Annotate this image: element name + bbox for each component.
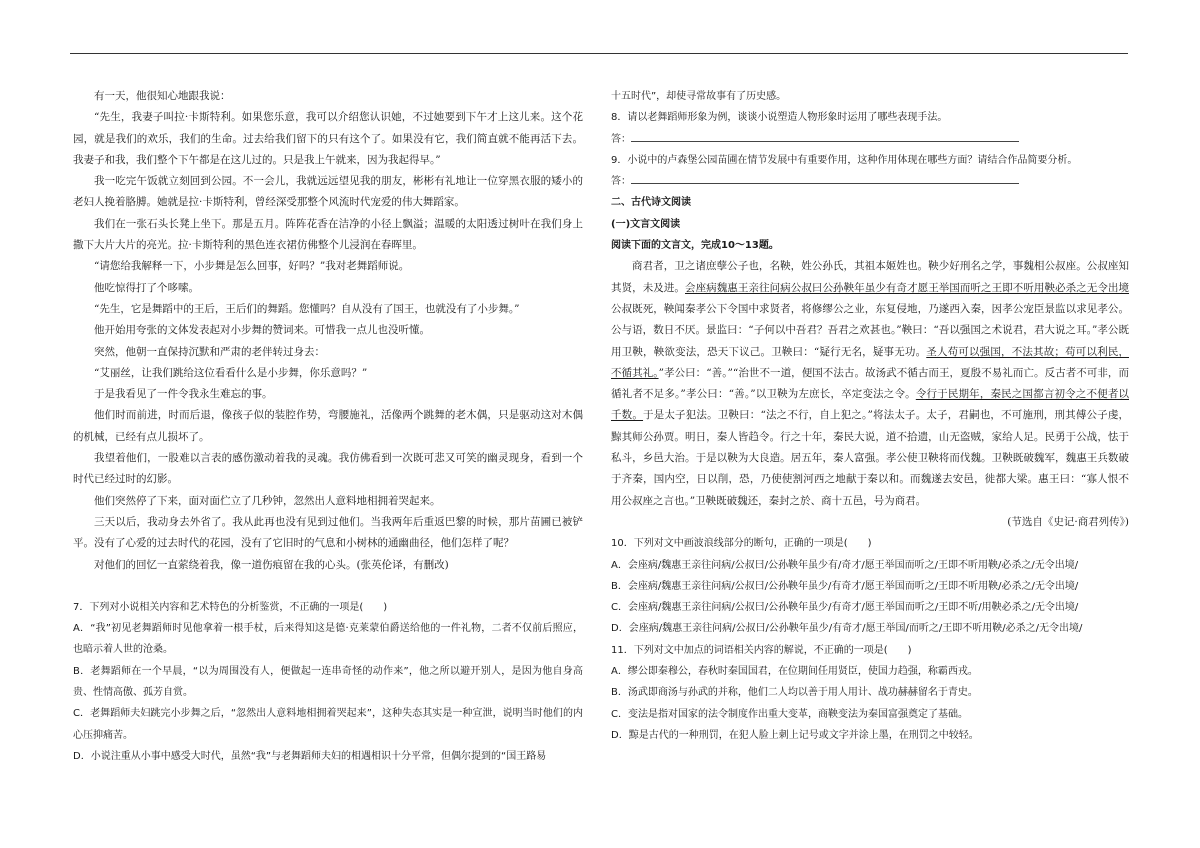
- story-paragraph: 对他们的回忆一直萦绕着我，像一道伤痕留在我的心头。(张英伦译，有删改): [94, 558, 449, 571]
- wavy-underlined-text: 会座病魏惠王亲往问病公叔曰公孙鞅年虽少有奇才愿王举国而听之王即不听用鞅必杀之无令出境: [685, 281, 1130, 294]
- story-paragraph: 三天以后，我动身去外省了。我从此再也没有见到过他们。当我两年后重返巴黎的时候，那片苗圃已被铲平。没有了心爱的过去时代的花园，没有了它旧时的气息和小树林的通幽曲径，他们怎样了呢？: [73, 515, 583, 550]
- question-7-continuation: 十五时代”，却使寻常故事有了历史感。: [611, 91, 787, 102]
- top-rule: [70, 53, 1128, 54]
- story-paragraph: “艾丽丝，让我们跳给这位看看什么是小步舞，你乐意吗？”: [94, 366, 368, 379]
- answer-blank: [631, 173, 1019, 184]
- story-paragraph: “先生，它是舞蹈中的王后，王后们的舞蹈。您懂吗？自从没有了国王，也就没有了小步舞。”: [94, 302, 520, 315]
- question-11-option-c: C．变法是指对国家的法令制度作出重大变革，商鞅变法为秦国富强奠定了基础。: [611, 708, 968, 720]
- question-10-option-c: C．会座病/魏惠王亲往问病/公叔曰/公孙鞅年虽少/有奇才/愿王举国而听之/王即不听/用鞅必杀之/无令出境/: [611, 602, 1079, 614]
- passage-text: 商君者，卫之诸庶孽公子也，名鞅，姓公孙氏，其祖本姬姓也。鞅少好刑名之学，事魏相公叔座。公叔座知其贤，未及进。: [611, 260, 1129, 294]
- question-10-option-b: B．会座病/魏惠王亲往问病/公叔曰/公孙鞅年虽少/有奇才/愿王举国而听之/王即不听用鞅/必杀之/无令出境/: [611, 580, 1079, 592]
- question-11-option-b: B．汤武即商汤与孙武的并称，他们二人均以善于用人用计、战功赫赫留名于青史。: [611, 687, 978, 699]
- passage-source: (节选自《史记·商君列传》): [1007, 515, 1129, 528]
- question-11-option-a: A．缪公即秦穆公，春秋时秦国国君，在位期间任用贤臣，使国力趋强，称霸西戎。: [611, 666, 978, 678]
- right-column: [611, 86, 1129, 746]
- question-7-option-a: A．“我”初见老舞蹈师时见他拿着一根手杖，后来得知这是德·克莱蒙伯爵送给他的一件礼物，二者不仅前后照应，也暗示着人世的沧桑。: [73, 623, 583, 656]
- story-paragraph: 有一天，他很知心地跟我说：: [94, 90, 231, 102]
- story-paragraph: 我们在一张石头长凳上坐下。那是五月。阵阵花香在洁净的小径上飘溢；温暖的太阳透过树叶在我们身上撒下大片大片的亮光。拉·卡斯特利的黑色连衣裙仿佛整个儿浸润在春晖里。: [73, 217, 583, 252]
- story-paragraph: 他吃惊得打了个哆嗦。: [94, 281, 199, 294]
- question-10-stem: 10．下列对文中画波浪线部分的断句，正确的一项是( ): [611, 538, 872, 550]
- question-7-stem: 7．下列对小说相关内容和艺术特色的分析鉴赏，不正确的一项是( ): [73, 601, 388, 613]
- underlined-sentence: 圣人苟可以强国，不法其故；苟可以利民，不循其礼。: [611, 345, 1129, 379]
- story-paragraph: 我望着他们，一股难以言表的感伤激动着我的灵魂。我仿佛看到一次既可悲又可笑的幽灵现身，看到一个时代已经过时的幻影。: [73, 452, 583, 486]
- question-10-option-d: D．会座病/魏惠王亲往问病/公叔曰/公孙鞅年虽少/有奇才/愿王举国/而听之/王即不听用鞅/必杀之/无令出境/: [611, 623, 1083, 635]
- story-paragraph: 他开始用夸张的文体发表起对小步舞的赞词来。可惜我一点儿也没听懂。: [94, 324, 430, 337]
- story-paragraph: 他们突然停了下来，面对面伫立了几秒钟，忽然出人意料地相拥着哭起来。: [94, 494, 441, 507]
- answer-label: 答：: [611, 176, 631, 188]
- story-paragraph: 我一吃完午饭就立刻回到公园。不一会儿，我就远远望见我的朋友，彬彬有礼地让一位穿黑衣服的矮小的老妇人挽着胳膊。她就是拉·卡斯特利，曾经深受那整个风流时代宠爱的伟大舞蹈家。: [73, 175, 583, 209]
- underlined-sentence: 令行于民期年，秦民之国都言初令之不便者以千数。: [611, 388, 1130, 422]
- spacer: [73, 576, 583, 597]
- answer-blank: [631, 131, 1019, 142]
- question-9: 9．小说中的卢森堡公园苗圃在情节发展中有重要作用，这种作用体现在哪些方面？请结合作品简要分析。: [611, 154, 1078, 166]
- story-paragraph: 他们时而前进，时而后退，像孩子似的装腔作势，弯腰施礼，活像两个跳舞的老木偶，只是驱动这对木偶的机械，已经有点儿损坏了。: [73, 409, 583, 443]
- answer-label: 答：: [611, 133, 631, 145]
- question-7-option-d: D．小说注重从小事中感受大时代，虽然“我”与老舞蹈师夫妇的相遇相识十分平常，但偶尔提到的“国王路易: [73, 750, 547, 762]
- question-10-option-a: A．会座病/魏惠王亲往问病/公叔曰/公孙鞅年虽少有/奇才/愿王举国而听之/王即不听用鞅/必杀之/无令出境/: [611, 559, 1079, 571]
- question-7-option-c: C．老舞蹈师夫妇跳完小步舞之后，“忽然出人意料地相拥着哭起来”，这种失态其实是一种宣泄，说明当时他们的内心压抑痛苦。: [73, 708, 583, 741]
- section-heading: 二、古代诗文阅读: [611, 197, 691, 209]
- reading-instruction: 阅读下面的文言文，完成10～13题。: [611, 240, 779, 252]
- story-paragraph: “请您给我解释一下，小步舞是怎么回事，好吗？”我对老舞蹈师说。: [94, 260, 410, 273]
- story-paragraph: 突然，他朝一直保持沉默和严肃的老伴转过身去：: [94, 345, 325, 358]
- classical-passage: [611, 256, 1129, 512]
- passage-text: ”孝公曰：“善。”“治世不一道，便国不法古。故汤武不循古而王，夏殷不易礼而亡。反古者不可非，而循礼者不足多。”孝公曰：“善。”以卫鞅为左庶长，卒定变法之令。: [611, 366, 1129, 401]
- story-paragraph: 于是我看见了一件令我永生难忘的事。: [94, 388, 273, 401]
- passage-text: 于是太子犯法。卫鞅曰：“法之不行，自上犯之。”将法太子。太子，君嗣也，不可施刑，刑其傅公子虔，黥其师公孙贾。明日，秦人皆趋令。行之十年，秦民大说，道不拾遗，山无盗贼，家给人足。民勇于公战，怯于私斗，乡邑大治。于是以鞅为大良造。居五年，秦人富强。孝公使卫鞅将而伐魏。卫鞅既破魏军，魏惠王兵数破于齐秦，国内空，日以削，恐，乃使使割河西之地献于秦以和。而魏遂去安邑，徙都大梁。惠王曰：“寡人恨不用公叔座之言也。”卫鞅既破魏还，秦封之於、商十五邑，号为商君。: [611, 409, 1130, 507]
- left-column: [73, 86, 583, 767]
- question-11-option-d: D．黥是古代的一种刑罚，在犯人脸上刺上记号或文字并涂上墨，在刑罚之中较轻。: [611, 729, 979, 741]
- question-8: 8．请以老舞蹈师形象为例，谈谈小说塑造人物形象时运用了哪些表现手法。: [611, 112, 948, 124]
- answer-line-9: [611, 171, 1129, 192]
- subsection-heading: (一)文言文阅读: [611, 218, 681, 230]
- question-7-option-b: B．老舞蹈师在一个早晨，“以为周围没有人，便做起一连串奇怪的动作来”，他之所以避开别人，是因为他自身高贵、性情高傲、孤芳自赏。: [73, 665, 583, 699]
- story-paragraph: “先生，我妻子叫拉·卡斯特利。如果您乐意，我可以介绍您认识她，不过她要到下午才上这儿来。这个花园，就是我们的欢乐，我们的生命。过去给我们留下的只有这个了。如果没有它，我们简直就不能再活下去。我妻子和我，我们整个下午都是在这儿过的。只是我上午就来，因为我起得早。”: [73, 111, 583, 166]
- passage-text: 公叔既死，鞅闻秦孝公下令国中求贤者，将修缪公之业，东复侵地，乃遂西入秦，因孝公宠臣景监以求见孝公。公与语，数日不厌。景监曰：“子何以中吾君？吾君之欢甚也。”鞅曰：“吾以强国之术说君，君大说之耳。”孝公既用卫鞅，鞅欲变法，恐天下议己。卫鞅曰：“疑行无名，疑事无功。: [611, 302, 1129, 358]
- question-11-stem: 11．下列对文中加点的词语相关内容的解说，不正确的一项是( ): [611, 644, 912, 656]
- answer-line-8: [611, 129, 1129, 150]
